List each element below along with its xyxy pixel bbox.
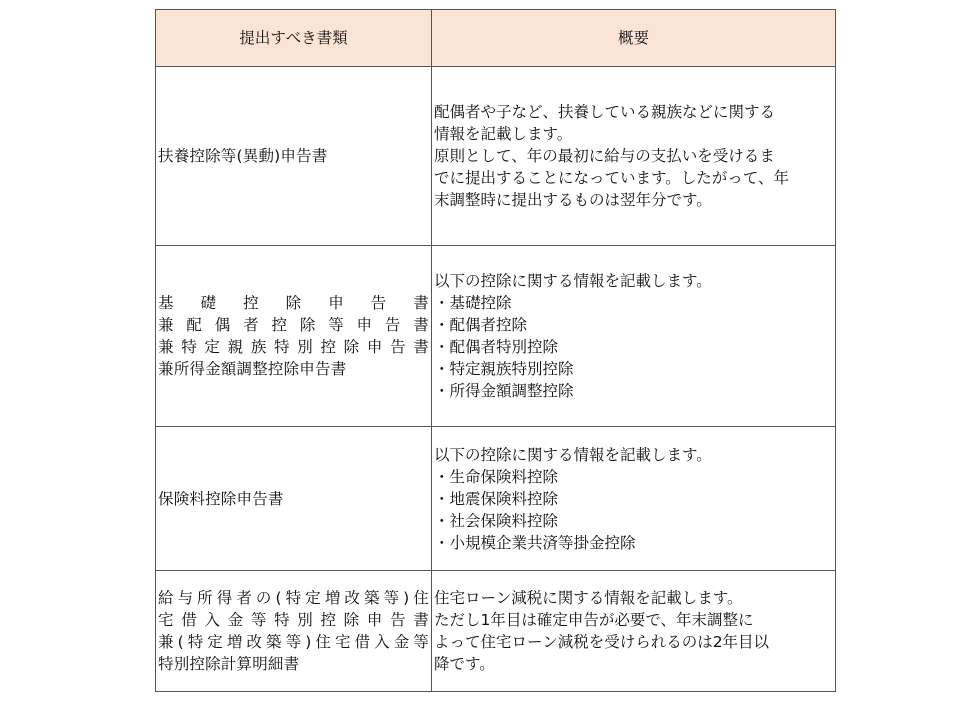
summary-line: 以下の控除に関する情報を記載します。 xyxy=(434,445,712,464)
summary-line: ・生命保険料控除 xyxy=(434,467,559,486)
summary-line: ・地震保険料控除 xyxy=(434,489,559,508)
summary-line: 原則として、年の最初に給与の支払いを受けるま xyxy=(434,147,775,165)
summary-line: 情報を記載します。 xyxy=(434,125,573,143)
summary-line: でに提出することになっています。したがって、年 xyxy=(434,169,789,187)
document-name-cell xyxy=(156,67,432,246)
summary-line: よって住宅ローン減税を受けられるのは2年目以 xyxy=(434,633,770,651)
document-name-cell xyxy=(156,246,432,427)
summary-line: 住宅ローン減税に関する情報を記載します。 xyxy=(434,589,743,607)
summary-cell xyxy=(432,571,836,692)
summary-line: 以下の控除に関する情報を記載します。 xyxy=(434,272,712,290)
summary-line: 降です。 xyxy=(434,655,495,673)
document-name-line: 兼所得金額調整控除申告書 xyxy=(158,360,347,378)
document-name-line: 兼(特定増改築等)住宅借入金等 xyxy=(158,633,429,651)
document-name-line: 特別控除計算明細書 xyxy=(158,655,300,673)
summary-line: ・基礎控除 xyxy=(434,294,512,312)
header-row xyxy=(156,10,836,67)
summary-line: ・小規模企業共済等掛金控除 xyxy=(434,533,636,552)
summary-line: ただし1年目は確定申告が必要で、年末調整に xyxy=(434,611,754,629)
document-name-line: 兼配偶者控除等申告書 xyxy=(158,316,429,334)
table-row xyxy=(156,246,836,427)
document-name-line: 給与所得者の(特定増改築等)住 xyxy=(158,589,429,607)
document-name-line: 保険料控除申告書 xyxy=(158,489,284,508)
document-name-line: 兼特定親族特別控除申告書 xyxy=(158,338,429,356)
summary-line: 末調整時に提出するものは翌年分です。 xyxy=(434,191,712,209)
table-row xyxy=(156,427,836,571)
table-row xyxy=(156,67,836,246)
summary-line: 配偶者や子など、扶養している親族などに関する xyxy=(434,103,776,121)
summary-cell xyxy=(432,427,836,571)
summary-cell xyxy=(432,67,836,246)
summary-line: ・配偶者特別控除 xyxy=(434,338,559,356)
document-name-line: 基礎控除申告書 xyxy=(158,294,429,312)
summary-line: ・所得金額調整控除 xyxy=(434,382,574,400)
summary-cell xyxy=(432,246,836,427)
summary-line: ・社会保険料控除 xyxy=(434,511,559,530)
document-name-line: 宅借入金等特別控除申告書 xyxy=(158,611,429,629)
document-name-cell xyxy=(156,571,432,692)
document-table xyxy=(155,9,836,692)
table-row xyxy=(156,571,836,692)
header-summary: 概要 xyxy=(432,10,836,67)
document-name-cell xyxy=(156,427,432,571)
summary-line: ・配偶者控除 xyxy=(434,316,528,334)
document-name-line: 扶養控除等(異動)申告書 xyxy=(158,147,328,165)
header-documents: 提出すべき書類 xyxy=(156,10,432,67)
summary-line: ・特定親族特別控除 xyxy=(434,360,574,378)
